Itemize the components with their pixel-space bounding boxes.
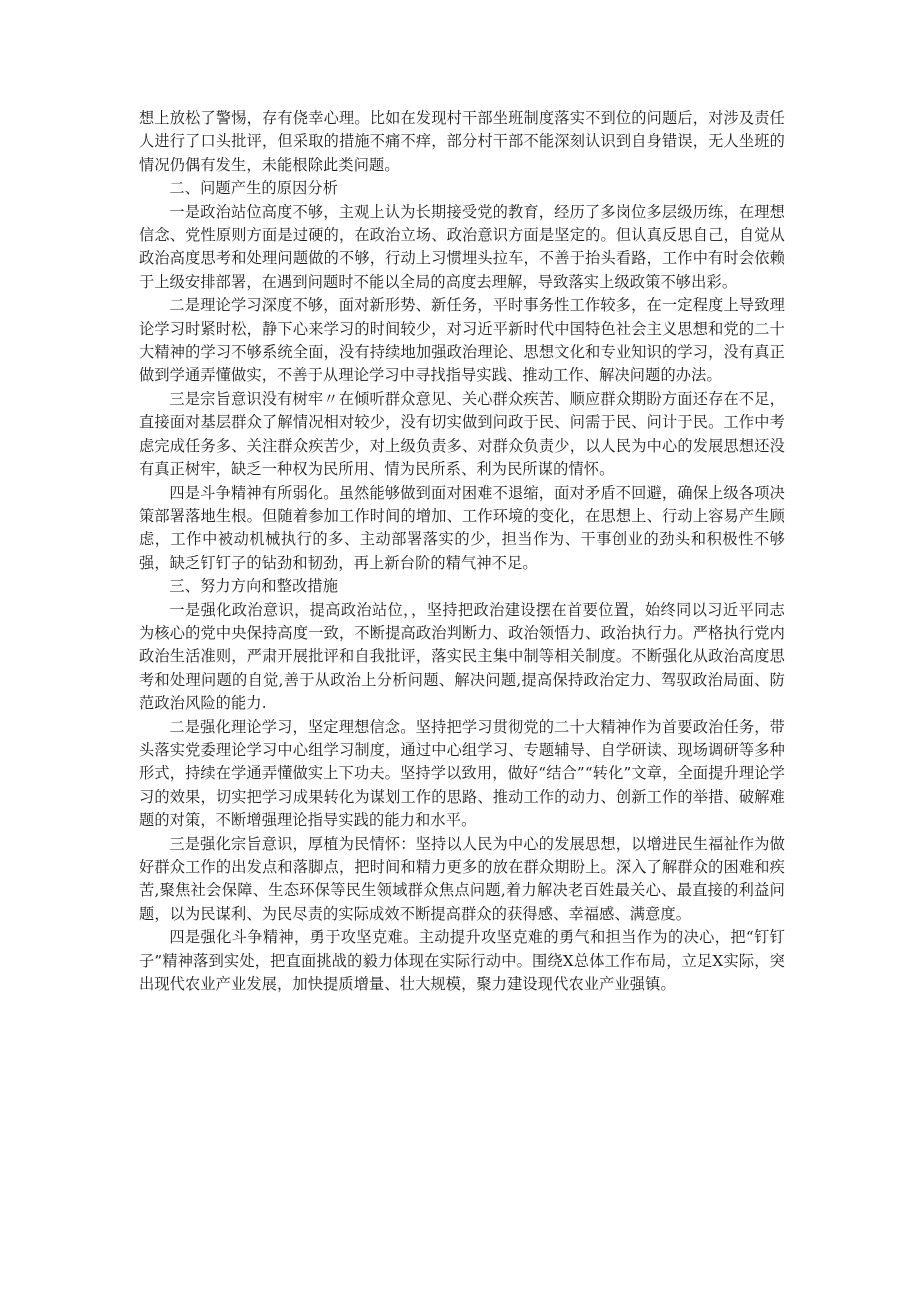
paragraph-cause-4: 四是斗争精神有所弱化。虽然能够做到面对困难不退缩，面对矛盾不回避，确保上级各项决策部署落地生根。但随着参加工作时间的增加、工作环境的变化，在思想上、行动上容易产生顾虑，工作中被动机械执行的多、主动部署落实的少，担当作为、干事创业的劲头和积极性不够强，缺乏钉钉子的钻劲和韧劲，再上新台阶的精气神不足。 bbox=[139, 483, 785, 572]
paragraph-1: 想上放松了警惕，存有侥幸心理。比如在发现村干部坐班制度落实不到位的问题后，对涉及责任人进行了口头批评，但采取的措施不痛不痒，部分村干部不能深刻认识到自身错误，无人坐班的情况仍偶有发生，未能根除此类问题。 bbox=[139, 109, 785, 174]
document-body bbox=[139, 107, 785, 996]
paragraph-measure-2: 二是强化理论学习，坚定理想信念。坚持把学习贯彻党的二十大精神作为首要政治任务，带头落实党委理论学习中心组学习制度，通过中心组学习、专题辅导、自学研读、现场调研等多种形式，持续在学通弄懂做实上下功夫。坚持学以致用，做好“结合”“转化”文章，全面提升理论学习的效果，切实把学习成果转化为谋划工作的思路、推动工作的动力、创新工作的举措、破解难题的对策，不断增强理论指导实践的能力和水平。 bbox=[139, 717, 785, 830]
paragraph-cause-1: 一是政治站位高度不够，主观上认为长期接受党的教育，经历了多岗位多层级历练，在理想信念、党性原则方面是过硬的，在政治立场、政治意识方面是坚定的。但认真反思自己，自觉从政治高度思考和处理问题做的不够，行动上习惯埋头拉车，不善于抬头看路，工作中有时会依赖于上级安排部署，在遇到问题时不能以全局的高度去理解，导致落实上级政策不够出彩。 bbox=[139, 202, 785, 291]
section-heading-3: 三、努力方向和整改措施 bbox=[169, 577, 339, 596]
paragraph-measure-1: 一是强化政治意识，提高政治站位，，坚持把政治建设摆在首要位置，始终同以习近平同志为核心的党中央保持高度一致，不断提高政治判断力、政治领悟力、政治执行力。严格执行党内政治生活准则，严肃开展批评和自我批评，落实民主集中制等相关制度。不断强化从政治高度思考和处理问题的自觉,善于从政治上分析问题、解决问题,提高保持政治定力、驾驭政治局面、防范政治风险的能力. bbox=[139, 600, 785, 713]
paragraph-measure-3: 三是强化宗旨意识，厚植为民情怀：坚持以人民为中心的发展思想，以增进民生福祉作为做好群众工作的出发点和落脚点，把时间和精力更多的放在群众期盼上。深入了解群众的困难和疾苦,聚焦社会保障、生态环保等民生领域群众焦点问题,着力解决老百姓最关心、最直接的利益问题，以为民谋利、为民尽责的实际成效不断提高群众的获得感、幸福感、满意度。 bbox=[139, 834, 785, 923]
section-heading-2: 二、问题产生的原因分析 bbox=[169, 179, 339, 198]
paragraph-cause-3: 三是宗旨意识没有树牢〃在倾听群众意见、关心群众疾苦、顺应群众期盼方面还存在不足，直接面对基层群众了解情况相对较少，没有切实做到问政于民、问需于民、问计于民。工作中考虑完成任务多、关注群众疾苦少，对上级负责多、对群众负责少，以人民为中心的发展思想还没有真正树牢，缺乏一种权为民所用、情为民所系、利为民所谋的情怀。 bbox=[139, 389, 785, 479]
paragraph-cause-2: 二是理论学习深度不够，面对新形势、新任务，平时事务性工作较多，在一定程度上导致理论学习时紧时松，静下心来学习的时间较少，对习近平新时代中国特色社会主义思想和党的二十大精神的学习不够系统全面，没有持续地加强政治理论、思想文化和专业知识的学习，没有真正做到学通弄懂做实，不善于从理论学习中寻找指导实践、推动工作、解决问题的办法。 bbox=[139, 296, 785, 385]
paragraph-measure-4: 四是强化斗争精神，勇于攻坚克难。主动提升攻坚克难的勇气和担当作为的决心，把“钉钉子”精神落到实处，把直面挑战的毅力体现在实际行动中。围绕X总体工作布局，立足X实际，突出现代农业产业发展，加快提质增量、壮大规模，聚力建设现代农业产业强镇。 bbox=[139, 928, 785, 994]
